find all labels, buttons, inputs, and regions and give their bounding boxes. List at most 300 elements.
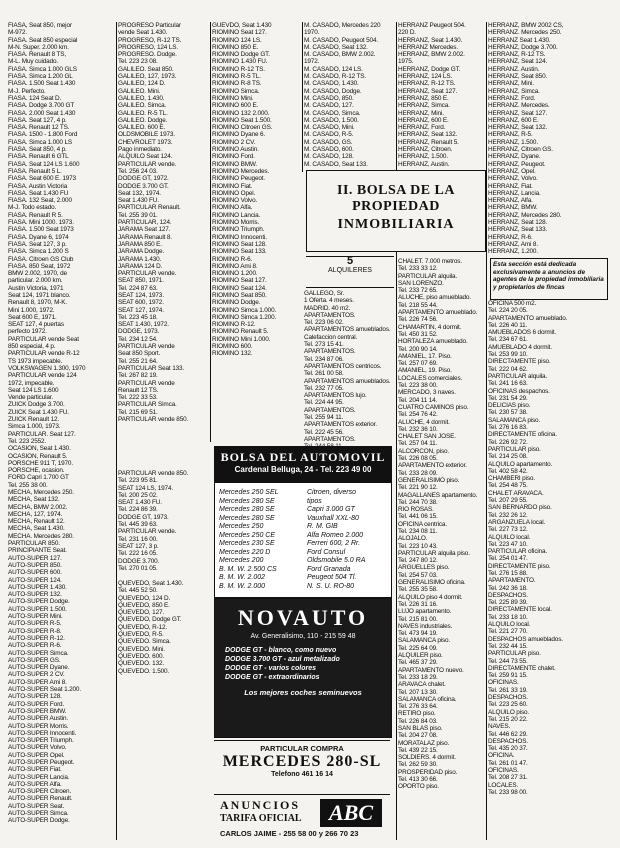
classified-line: Tel. 233 18 10.: [488, 613, 528, 621]
classified-line: Tel. 262 59 30.: [398, 761, 438, 769]
classified-line: RIOMINO Renault 5.: [212, 328, 269, 336]
classified-line: M. CASADO, Seat 132.: [304, 43, 368, 51]
classified-line: Tel. 200 25 02.: [118, 491, 158, 499]
classified-line: RIOMINO Triumph.: [212, 226, 265, 234]
classified-line: AUTO-SUPER 850.: [8, 561, 62, 569]
classified-line: Peugeot 504 Tl.: [307, 574, 357, 581]
classified-line: Tel. 233 98 00.: [488, 788, 528, 796]
classified-line: Tel. 233 28 09.: [398, 469, 438, 477]
ad-address: Av. Generalisimo, 110 - 215 59 48: [250, 633, 356, 640]
classified-line: RIOMINO R-6.: [212, 255, 253, 263]
classified-line: Calefaccion central.: [304, 333, 358, 341]
classified-line: M. CASADO, 1.500.: [304, 116, 359, 124]
classified-line: QUEVEDO, 127.: [118, 609, 164, 617]
classified-line: LOCALES comerciales.: [398, 374, 463, 382]
classified-line: M-J. Todo estado.: [8, 204, 57, 212]
classified-line: Tel. 218 55 44.: [398, 301, 438, 309]
classified-line: CHALET SAN JOSE.: [398, 433, 456, 441]
ad-lines: [215, 640, 391, 688]
classified-line: GALILEO. R-5 TL.: [118, 109, 168, 117]
ad-phone: Telefono 461 16 14: [271, 771, 333, 778]
classified-line: Tel. 244 70 38.: [398, 498, 438, 506]
ad-title: ANUNCIOS: [220, 798, 301, 812]
classified-line: Tel. 450 31 52.: [398, 330, 438, 338]
classified-line: PROGRESO, R-12 TS.: [118, 36, 182, 44]
classified-line: Mercedes 280 SE: [219, 497, 275, 505]
classified-line: AMUEBLADO 4 dormit.: [488, 343, 552, 351]
classified-line: PARTICULAR oficina.: [488, 548, 548, 556]
classified-line: RIOMINO 850 E.: [212, 43, 259, 51]
classified-line: Seat 850 Sport.: [118, 350, 161, 358]
ad-banner: [215, 447, 391, 483]
classified-line: HERRANZ, Renault 5.: [398, 138, 459, 146]
classified-line: M. CASADO, 1.430.: [304, 80, 359, 88]
classified-line: AUTO-SUPER Citroen.: [8, 788, 72, 796]
classified-line: ALQUILO apartamento.: [488, 460, 553, 468]
classified-line: FIASA, Seat 850, mejor: [8, 22, 72, 29]
section-subtitle: INMOBILIARIA: [337, 217, 455, 232]
classified-line: FIASA. Dyane 6, 1974: [8, 233, 69, 241]
classified-line: DESPACHOS.: [488, 737, 528, 745]
classified-line: AUTO-SUPER Volvo.: [8, 744, 67, 752]
classified-line: ALQUILO local.: [488, 533, 531, 541]
classified-line: ALCORCON, piso.: [398, 447, 450, 455]
classified-line: HERRANZ, 1.500.: [398, 153, 448, 161]
classified-line: Vauxhall XXL-80: [307, 514, 359, 522]
classified-line: FIASA. Citroen GS Club: [8, 255, 74, 263]
novauto-ad: [214, 598, 392, 738]
column-rule: [302, 22, 303, 172]
classified-line: HERRANZ, Citroen.: [398, 146, 453, 154]
column-rule: [486, 22, 487, 840]
classified-line: Tel. 254 01 47.: [488, 555, 528, 563]
classified-line: Tel. 223 25 60.: [488, 701, 528, 709]
classified-line: Tel. 222 45 56.: [304, 428, 344, 436]
classified-line: FIASA. Austin Victoria: [8, 182, 68, 190]
classified-line: FIASA. Seat 127, 3 p.: [8, 240, 67, 248]
classified-line: Mercedes 280 SE: [219, 506, 275, 513]
classified-line: DIRECTAMENTE local.: [488, 606, 552, 614]
classified-line: HERRANZ, 600 E.: [488, 116, 539, 124]
classified-line: FIASA. 1.500 Seat 1.430: [8, 80, 76, 88]
classified-line: MORATALAZ piso.: [398, 739, 450, 747]
classified-line: RIOMINO Morris.: [212, 219, 260, 227]
classified-line: PARTICULAR, 124.: [118, 219, 172, 227]
classified-line: HERRANZ, Simca.: [398, 102, 450, 110]
classified-line: HERRANZ, R-12 TS.: [488, 51, 546, 59]
classified-line: DODGE GT, 1973.: [118, 513, 169, 521]
alquileres-column-c: [488, 300, 612, 818]
classified-line: CHALET. 7.000 metros.: [398, 258, 462, 265]
classified-line: Tel. 223 10 43.: [398, 542, 438, 550]
classified-line: AUTO-SUPER Morris.: [8, 722, 69, 730]
classified-line: RIOMINO 600.: [212, 343, 253, 351]
classified-line: CHEVROLET 1973.: [118, 138, 173, 146]
classified-line: MADRID. 40 m2.: [304, 304, 351, 312]
section-header-box: [306, 170, 486, 252]
classified-line: AUTO-SUPER Seat.: [8, 802, 65, 810]
classified-line: SEAT 127, 1974.: [118, 306, 164, 314]
classified-line: HERRANZ, Peugeot.: [488, 160, 546, 168]
classified-line: SEAT 124, 1973.: [118, 291, 164, 299]
classified-line: RIOMINO 1.430 FU.: [212, 58, 268, 66]
classified-line: ALQUILO local.: [488, 621, 531, 629]
classified-line: HERRANZ, 1.500.: [488, 138, 538, 146]
classified-line: Tel. 232 44 15.: [488, 642, 528, 650]
classified-line: GALILEO. 600 E.: [118, 124, 166, 132]
classified-line: FIASA. Simca 1.000 LS: [8, 138, 72, 146]
classified-line: GALILEO. Mini.: [118, 87, 161, 95]
classified-line: FIASA. Renault 6 GTL: [8, 153, 69, 161]
classified-line: Tel. 255 21 64.: [118, 357, 158, 365]
classified-line: SEAT 124 LS, 1974.: [118, 484, 173, 492]
classified-line: GUEVDO, Seat 1.430: [212, 22, 272, 29]
classified-line: RIOMINO R-8 TS.: [212, 80, 262, 88]
classified-line: AUTO-SUPER Alfa.: [8, 780, 62, 788]
classified-line: FIASA. Seat 1.430 FU: [8, 189, 69, 197]
classified-line: FIASA. Simca 1.200 GL: [8, 73, 73, 81]
classified-line: 1970.: [304, 29, 320, 37]
classified-line: HERRANZ, Dodge GT.: [398, 65, 461, 73]
classified-line: Tel. 222 33 53.: [118, 394, 158, 402]
section-number: 5: [346, 255, 354, 267]
classified-line: RIOMINO 124 LS.: [212, 36, 262, 44]
classified-line: RIOMINO R-5 TL.: [212, 73, 261, 81]
classified-line: Tel. 465 37 29.: [398, 659, 438, 667]
classified-line: OFICINA centrica.: [398, 520, 447, 528]
classified-line: AUTO-SUPER Seat 1.200.: [8, 686, 81, 694]
classified-line: SALAMANCA piso.: [398, 637, 451, 645]
classified-column-2: [118, 22, 208, 472]
classified-line: PARTICULAR Renault.: [118, 204, 181, 212]
classified-line: HERRANZ Seat 1.430.: [488, 36, 551, 44]
classified-line: DIRECTAMENTE chalet.: [488, 664, 556, 672]
classified-line: LOCALES.: [488, 781, 519, 789]
classified-line: Tel. 441 06 15.: [398, 513, 438, 521]
classified-line: RIOMINO Simca 1.200.: [212, 313, 277, 321]
classified-line: ZUICK Seat 1.430 FU.: [8, 408, 69, 416]
classified-line: SOLDIERS. 4 dormit.: [398, 754, 456, 762]
ad-model: MERCEDES 280-SL: [222, 753, 382, 770]
classified-line: SEAT 1.430 FU.: [118, 499, 162, 507]
classified-line: FIASA. Seat 600 E. 1973: [8, 175, 76, 183]
classified-line: JARAMA 1.430.: [118, 255, 162, 263]
classified-line: Tel. 208 27 31.: [488, 774, 528, 782]
classified-line: DODGE 3.700 GT - azul metalizado: [225, 656, 340, 663]
classified-line: PARTICULAR Simca.: [118, 401, 177, 409]
classified-line: QUEVEDO, R-12.: [118, 623, 168, 631]
classified-line: Tel. 215 81 00.: [398, 615, 438, 623]
classified-line: HERRANZ. Ford.: [488, 94, 536, 102]
classified-line: Tel. 224 44 95.: [304, 399, 344, 407]
classified-line: M. CASADO, R-12 TS.: [304, 73, 367, 81]
classified-line: Tel. 215 20 22.: [488, 715, 528, 723]
classified-line: Tel. 242 36 18.: [488, 584, 528, 592]
classified-line: N. S. U. RO-80: [307, 582, 355, 590]
classified-line: HERRANZ, BMW 2002 CS,: [488, 22, 564, 29]
classified-line: DIRECTAMENTE piso.: [488, 562, 551, 570]
classified-line: JARAMA Renault 8.: [118, 233, 172, 241]
classified-line: AUTO-SUPER Renault.: [8, 795, 73, 803]
classified-line: APARTAMENTO.: [488, 577, 536, 585]
classified-line: DIRECTAMENTE piso.: [488, 358, 551, 366]
classified-line: B. M. W. 2.000: [219, 582, 266, 590]
classified-line: 1972, impecable.: [8, 379, 55, 387]
classified-line: Tel. 226 08 05.: [398, 455, 438, 463]
classified-line: perfecto 1972.: [8, 328, 47, 336]
classified-line: Mercedes 230 SE: [219, 540, 275, 547]
classified-line: Tel. 226 40 11.: [488, 321, 528, 329]
classified-line: R. M. GIB: [307, 523, 338, 530]
classified-line: HERRANZ, Ami 8.: [488, 240, 538, 248]
classified-line: Tel. 234 08 11.: [398, 527, 438, 535]
classified-line: Seat 132, 1974.: [118, 189, 161, 197]
classified-line: M. CASADO, Mercedes 220: [304, 22, 381, 29]
classified-line: QUEVEDO, 124 D.: [118, 594, 171, 602]
classified-line: Tel. 223 38 00.: [398, 382, 438, 390]
classified-line: Pago inmediato.: [118, 146, 162, 154]
classified-line: GALILEO, 124 D.: [118, 80, 166, 88]
classified-line: ALQUILER piso.: [398, 652, 443, 660]
classified-line: OFICINAS.: [488, 679, 519, 687]
classified-line: DIRECTAMENTE oficina.: [488, 431, 557, 439]
classified-line: M. CASADO, GS.: [304, 138, 353, 146]
classified-line: RIOMINO Seat 124.: [212, 284, 267, 292]
classified-line: Tel. 257 07 69.: [398, 360, 438, 368]
alquileres-column-b: [398, 258, 486, 818]
abc-ad: [214, 794, 390, 843]
classified-line: HERRANZ, R-5.: [488, 131, 533, 139]
classified-line: PARTICULAR vende 850.: [118, 470, 189, 477]
mercedes-ad: [214, 740, 390, 793]
classified-line: PARTICULAR vende.: [118, 270, 177, 278]
classified-line: 1972.: [304, 58, 320, 66]
classified-line: AUTO-SUPER Peugeot.: [8, 758, 75, 766]
classified-line: TS 1973 impecable.: [8, 357, 63, 365]
classified-line: RIOMINO Ford.: [212, 153, 255, 161]
classified-line: RIOMINO 2 CV.: [212, 138, 256, 146]
classified-line: RIOMINO Seat 1.500.: [212, 116, 272, 124]
section-info-box: Esta sección está dedicada exclusivamente a anuncios de agentes de la propiedad inmobiliaria y propietarios de fincas: [490, 258, 608, 300]
classified-line: RIOMINO Simca 1.000.: [212, 306, 277, 314]
classified-line: DESPACHOS.: [488, 694, 528, 702]
classified-line: Tel. 226 31 16.: [398, 600, 438, 608]
classified-line: AMANIEL, 17. Piso.: [398, 352, 452, 360]
classified-line: FIASA. Simca 1.000 GLS: [8, 65, 77, 73]
classified-line: Tel. 214 25 08.: [488, 453, 528, 461]
classified-line: Tel. 231 16 00.: [118, 535, 158, 543]
classified-line: Tel. 261 00 58.: [304, 370, 344, 378]
classified-line: ALOJALO.: [398, 535, 428, 543]
classified-line: Oldsmobile 5.0 RA: [307, 557, 366, 564]
classified-line: HERRANZ, Mini.: [398, 109, 444, 117]
classified-line: RIOMINO Alfa.: [212, 204, 253, 212]
classified-line: ALQUILO piso 4 dormit.: [398, 593, 463, 601]
classified-line: RIOMINO Fiat.: [212, 182, 253, 190]
classified-line: Tel. 225 89 39.: [488, 599, 528, 607]
classified-line: Renault 12 TS.: [118, 386, 159, 394]
classified-line: HERRANZ, Seat 128.: [488, 219, 548, 227]
classified-line: LUJO apartamento.: [398, 608, 452, 616]
classified-column-6: [488, 22, 612, 268]
classified-line: PARTICULAR vende.: [118, 160, 177, 168]
classified-line: JARAMA 850 E.: [118, 240, 162, 248]
classified-line: Tel. 223 45 18.: [118, 313, 158, 321]
classified-line: Tel. 254 48 75.: [488, 482, 528, 490]
classified-line: PARTICULAR vende Seat: [8, 335, 79, 343]
classified-line: Tel. 402 58 42.: [488, 467, 528, 475]
classified-line: FIASA. Simca 1.200 S: [8, 248, 69, 256]
classified-line: QUEVEDO, Dodge GT.: [118, 616, 182, 624]
classified-line: Mini 1.000, 1972.: [8, 306, 55, 314]
classified-line: SEAT 127, 4 puertas: [8, 321, 64, 329]
classified-line: Tel. 200 90 14.: [398, 345, 438, 353]
classified-line: RIO ROSAS.: [398, 506, 434, 514]
classified-line: Tel. 254 76 42.: [398, 411, 438, 419]
classified-line: PARTICULAR 850.: [8, 540, 60, 548]
classified-line: HERRANZ, Seat 850.: [488, 73, 548, 81]
classified-line: QUEVEDO. Simca.: [118, 638, 171, 646]
classified-line: Seat 124, 1971 blanco.: [8, 291, 71, 299]
classified-line: CHAMBERI piso.: [488, 475, 535, 483]
classified-line: DESPACHOS.: [488, 591, 528, 599]
classified-line: JARAMA Seat 127.: [118, 226, 171, 234]
classified-line: ZUICK Renault 12.: [8, 416, 60, 424]
classified-line: ALUCHE, 4 dormit.: [398, 418, 450, 426]
classified-line: Tel. 257 04 11.: [398, 440, 438, 448]
classified-line: HERRANZ. Mercedes.: [488, 102, 550, 110]
classified-line: FIASA. Seat 127, 4 p.: [8, 116, 67, 124]
classified-line: FIASA. Mini 1000. 1973.: [8, 219, 74, 227]
classified-line: AUTO-SUPER 128.: [8, 693, 62, 701]
classified-line: PROGRESO Particular: [118, 22, 181, 29]
classified-line: PARTICULAR alquila.: [488, 372, 548, 380]
classified-line: Tel. 226 74 56.: [398, 316, 438, 324]
classified-line: Tel. 224 87 63.: [118, 284, 158, 292]
classified-line: APARTAMENTO exterior.: [398, 462, 467, 470]
classified-line: Tel. 244 73 55.: [488, 657, 528, 665]
classified-line: M. CASADO, 850.: [304, 94, 354, 102]
classified-line: Simca 1.000, 1973.: [8, 423, 61, 431]
classified-line: Tel. 223 95 81.: [118, 477, 158, 485]
classified-line: RIOMINO Seat 850.: [212, 291, 267, 299]
classified-line: MECHA. Mercedes 280.: [8, 532, 74, 540]
classified-line: Tel. 255 35 58.: [398, 586, 438, 594]
classified-line: Capri 3.000 GT: [307, 506, 355, 513]
classified-line: Tel. 233 18 29.: [398, 673, 438, 681]
classified-line: Austin Victoria, 1971: [8, 284, 64, 292]
classified-line: Tel. 232 36 10.: [398, 425, 438, 433]
classified-line: AUTO-SUPER Dodge.: [8, 598, 70, 606]
classified-column-2c: [118, 580, 208, 830]
classified-column-3: [212, 22, 302, 377]
classified-line: SAN LORENZO.: [398, 279, 444, 287]
classified-line: GALILEO. Dodge.: [118, 116, 168, 124]
classified-line: Tel. 204 11 14.: [398, 396, 438, 404]
classified-line: SEAT 1.430, 1972.: [118, 321, 169, 329]
classified-line: M. CASADO, Seat 133.: [304, 160, 368, 168]
classified-line: Tel. 445 52 50.: [118, 587, 158, 595]
classified-line: Tel. 222 16 05.: [118, 550, 158, 558]
classified-line: HERRANZ, Dyane.: [488, 153, 541, 161]
classified-line: PARTICULAR. Seat 127.: [8, 430, 76, 438]
classified-line: OCASION, Renault 5.: [8, 452, 68, 460]
classified-line: HERRANZ, Seat 127.: [398, 87, 458, 95]
classified-line: OLDSMOBILE 1973.: [118, 131, 175, 139]
classified-line: FIASA. Renault 5 L.: [8, 167, 62, 175]
classified-line: Vende particular.: [8, 394, 54, 402]
classified-line: RIOMINO 600 E.: [212, 102, 259, 110]
classified-line: Tel. 276 16 83.: [488, 424, 528, 432]
classified-line: M. CASADO, 128.: [304, 153, 354, 161]
classified-line: HERRANZ. Mercedes 250.: [488, 29, 562, 37]
classified-line: AUTO-SUPER Austin.: [8, 715, 69, 723]
classified-line: Tel. 226 84 03.: [398, 717, 438, 725]
classified-line: Tel. 256 24 03.: [118, 167, 158, 175]
classified-line: RIOMINO 132 2.000.: [212, 109, 270, 117]
column-rule: [396, 22, 397, 840]
classified-line: AUTO-SUPER Triumph.: [8, 737, 74, 745]
classified-line: HERRANZ, Dodge 3.700.: [488, 43, 558, 51]
classified-line: HERRANZ, Lancia.: [488, 189, 541, 197]
classified-line: AMUEBLADOS 6 dormit.: [488, 329, 557, 337]
classified-line: Ford Consul: [307, 548, 346, 556]
classified-line: RIOMINO Dodge.: [212, 299, 261, 307]
classified-line: FIASA. 2.000 Seat 1.430: [8, 109, 76, 117]
classified-line: AUTO-SUPER 1.430.: [8, 583, 67, 591]
classified-line: FIASA. Renault 8 TS,: [8, 51, 66, 59]
classified-line: FIASA. Renault 12 TS.: [8, 124, 70, 132]
classified-line: FIASA. 1500 - 1.800 Ford: [8, 131, 78, 139]
classified-line: DELICIAS piso.: [488, 402, 531, 410]
classified-line: HERRANZ, Citroen GS.: [488, 146, 553, 154]
classified-line: Tel. 207 13 30.: [398, 688, 438, 696]
classified-line: RIOMINO Mini 1.000.: [212, 335, 271, 343]
classified-line: SAN BERNARDO piso.: [488, 504, 552, 512]
classified-line: HERRANZ, Alfa.: [488, 197, 533, 205]
classified-line: ALQUILO Seat 124.: [118, 153, 173, 161]
classified-line: Tel. 255 39 01.: [118, 211, 158, 219]
classified-line: tipos: [307, 497, 322, 505]
classified-line: ALUCHE, piso amueblado.: [398, 294, 471, 302]
classified-line: RIOMINO Dyane 6.: [212, 131, 266, 139]
classified-line: vende Seat 1.430.: [118, 29, 168, 37]
classified-line: M-N. Super. 2.000 km.: [8, 43, 69, 51]
classified-line: MECHA, Mercedes 250.: [8, 489, 74, 496]
classified-line: M-L. Muy cuidado.: [8, 58, 59, 66]
classified-line: Tel. 234 87 06.: [304, 355, 344, 363]
classified-line: OFICINAS despachos.: [488, 387, 550, 395]
classified-line: DESPACHOS amueblados.: [488, 635, 563, 643]
classified-column-1: [8, 22, 114, 840]
classified-line: M. CASADO, Dodge.: [304, 87, 362, 95]
classified-line: MECHA, Renault 12.: [8, 518, 65, 526]
classified-line: QUEVEDO. Mini.: [118, 645, 165, 653]
classified-line: Tel. 254 57 03.: [398, 571, 438, 579]
classified-line: RIOMINO Dodge GT.: [212, 51, 270, 59]
classified-line: M. CASADO, 127.: [304, 102, 354, 110]
classified-line: Tel. 222 04 62.: [488, 365, 528, 373]
classified-line: GALILEO, 1.430.: [118, 94, 165, 102]
classified-line: RIOMINO Mini.: [212, 94, 254, 102]
classified-line: FIASA. Dodge 3.700 GT: [8, 102, 75, 110]
classified-line: FORD Capri 1.700 GT: [8, 474, 69, 482]
classified-line: Tel. 215 69 51.: [118, 408, 158, 416]
classified-line: QUEVEDO, Seat 1.430.: [118, 580, 184, 587]
classified-line: PARTICULAR piso.: [488, 650, 541, 658]
classified-line: RIOMINO 1.200.: [212, 270, 258, 278]
classified-line: APARTAMENTOS.: [304, 311, 356, 319]
